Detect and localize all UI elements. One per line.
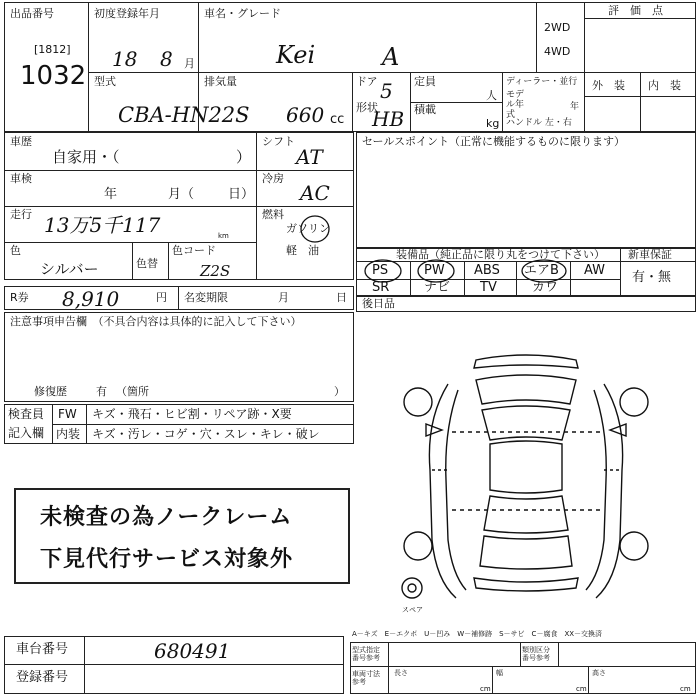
- inspector-label-2: 記入欄: [8, 426, 45, 440]
- fuel-light-oil: 軽 油: [286, 244, 319, 257]
- width-label: 幅: [496, 669, 503, 677]
- divider: [558, 642, 559, 666]
- fw-items: キズ・飛石・ヒビ割・リペア跡・X要: [92, 407, 292, 421]
- first-reg-year: 18: [112, 47, 138, 71]
- name-change-label: 名変期限: [184, 291, 228, 304]
- displacement-label: 排気量: [204, 75, 237, 88]
- eval-label: 評 価 点: [608, 4, 663, 17]
- lot-label: 出品番号: [10, 7, 54, 20]
- shape-label: 形状: [356, 101, 378, 114]
- int-label: 内装: [56, 427, 81, 441]
- history-close: ）: [236, 148, 252, 166]
- top-header-block: [4, 2, 696, 132]
- ac-value: AC: [300, 181, 330, 205]
- drive-4wd: 4WD: [544, 45, 571, 58]
- front-bumper: [474, 355, 578, 368]
- equip-abs: ABS: [474, 263, 500, 278]
- history-value: 自家用・（: [52, 148, 120, 166]
- equip-leather: カワ: [532, 280, 559, 295]
- fw-label: FW: [58, 407, 77, 421]
- model-year-unit: 年: [570, 102, 580, 112]
- car-diagram: [356, 340, 696, 610]
- divider: [88, 72, 584, 73]
- right-side-panel-inner: [586, 390, 606, 590]
- recycle-label: R券: [10, 291, 29, 304]
- load-label: 積載: [414, 103, 436, 116]
- repaint-label: 色替: [136, 257, 158, 270]
- model-year-label: モデル年式: [506, 90, 525, 120]
- sales-point-block: [356, 132, 696, 248]
- history-label: 車歴: [10, 135, 32, 148]
- divider: [584, 96, 696, 97]
- drive-2wd: 2WD: [544, 21, 571, 34]
- recycle-unit: 円: [156, 291, 167, 304]
- rear-bumper: [474, 578, 578, 591]
- equip-tv: TV: [480, 280, 497, 295]
- color-label: 色: [10, 244, 21, 257]
- handle-label: ハンドル 左・右: [506, 118, 572, 128]
- divider: [88, 2, 89, 132]
- height-label: 高さ: [592, 669, 606, 677]
- hatch: [480, 536, 572, 569]
- fuel-label: 燃料: [262, 208, 284, 221]
- spare-tire: [402, 578, 422, 598]
- shaken-year: 年: [104, 187, 118, 202]
- model-value: CBA-HN22S: [118, 103, 250, 127]
- divider: [520, 642, 521, 666]
- width-unit: cm: [576, 685, 587, 693]
- int-items: キズ・汚レ・コゲ・穴・スレ・キレ・破レ: [92, 427, 320, 441]
- car-name-label: 車名・グレード: [204, 7, 281, 20]
- length-unit: cm: [480, 685, 491, 693]
- equip-ps: PS: [372, 263, 389, 278]
- exterior-label: 外 装: [592, 79, 625, 92]
- name-change-day: 日: [336, 291, 347, 304]
- windshield: [482, 406, 570, 440]
- divider: [4, 664, 344, 665]
- notes-label: 注意事項申告欄 （不具合内容は具体的に記入して下さい）: [10, 315, 302, 328]
- left-side-panel-inner: [446, 390, 466, 590]
- mirror-right: [610, 424, 626, 436]
- capacity-unit: 人: [486, 89, 497, 102]
- sales-point-label: セールスポイント（正常に機能するものに限ります）: [362, 135, 626, 148]
- divider: [640, 72, 641, 132]
- fuel-gasoline: ガソリン: [286, 222, 330, 235]
- right-side-panel: [596, 384, 623, 598]
- divider: [132, 242, 133, 280]
- class-label: 類別区分番号参考: [522, 646, 550, 662]
- divider: [352, 72, 353, 132]
- ac-label: 冷房: [262, 172, 284, 185]
- interior-label: 内 装: [648, 79, 681, 92]
- divider: [350, 666, 696, 667]
- repair-has: 有: [96, 385, 107, 398]
- displacement-unit: cc: [330, 112, 345, 127]
- rear-window: [484, 496, 568, 533]
- first-reg-label: 初度登録年月: [94, 7, 160, 20]
- equip-airbag: エアB: [524, 263, 559, 278]
- color-code-value: Z2S: [200, 262, 231, 280]
- repair-label: 修復歴: [34, 385, 67, 398]
- mirror-left: [426, 424, 442, 436]
- color-code-label: 色コード: [172, 244, 216, 257]
- repair-area: （箇所: [116, 385, 149, 398]
- shaken-day: 日）: [228, 187, 255, 202]
- lot-number: 1032: [20, 61, 87, 91]
- mileage-unit: km: [218, 232, 229, 240]
- gasoline-circle-mark: [300, 214, 330, 244]
- divider: [178, 286, 179, 310]
- displacement-value: 660: [286, 103, 325, 127]
- shift-label: シフト: [262, 135, 295, 148]
- divider: [588, 666, 589, 694]
- divider: [492, 666, 493, 694]
- dims-label: 車両寸法参考: [352, 670, 380, 686]
- spare-label: スペア: [402, 606, 423, 614]
- model-label: 型式: [94, 75, 116, 88]
- new-car-warranty-value: 有・無: [632, 270, 672, 285]
- hood: [476, 375, 576, 404]
- wheel-front-left: [404, 388, 432, 416]
- grade-value: A: [382, 43, 400, 71]
- divider: [620, 248, 621, 296]
- after-date-label: 後日品: [362, 297, 395, 310]
- load-unit: kg: [486, 117, 500, 130]
- roof: [490, 441, 562, 493]
- name-change-month: 月: [278, 291, 289, 304]
- divider: [536, 2, 537, 72]
- model-spec-label: 型式指定番号参考: [352, 646, 380, 662]
- divider: [4, 170, 354, 171]
- legend-text: A－キズ E－エクボ U－凹み W－補修跡 S－サビ C－腐食 XX－交換済: [352, 630, 603, 638]
- mileage-label: 走行: [10, 208, 32, 221]
- color-value: シルバー: [40, 260, 99, 278]
- recycle-row: [4, 286, 354, 310]
- chassis-value: 680491: [154, 639, 231, 663]
- reg-label: 登録番号: [16, 670, 69, 685]
- shaken-label: 車検: [10, 172, 32, 185]
- shift-value: AT: [296, 145, 323, 169]
- new-car-warranty-label: 新車保証: [628, 248, 672, 261]
- mileage-value: 13万5千117: [44, 213, 161, 237]
- dealer-label: ディーラー・並行: [506, 77, 578, 87]
- equip-pw: PW: [424, 263, 445, 278]
- divider: [388, 642, 389, 694]
- equip-navi: ナビ: [424, 280, 451, 295]
- divider: [168, 242, 169, 280]
- divider: [502, 72, 503, 132]
- divider: [584, 2, 585, 132]
- chassis-label: 車台番号: [16, 642, 69, 657]
- repair-close: ）: [334, 385, 345, 398]
- height-unit: cm: [680, 685, 691, 693]
- equip-sr: SR: [372, 280, 390, 295]
- wheel-rear-left: [404, 532, 432, 560]
- wheel-front-right: [620, 388, 648, 416]
- notice-line-1: 未検査の為ノークレーム: [40, 505, 293, 530]
- divider: [84, 636, 85, 694]
- lot-code: [1812]: [34, 43, 71, 56]
- shape-value: HB: [372, 107, 405, 131]
- notice-line-2: 下見代行サービス対象外: [40, 547, 294, 572]
- divider: [52, 424, 354, 425]
- left-side-panel: [429, 384, 456, 598]
- divider: [584, 18, 696, 19]
- equip-aw: AW: [584, 263, 606, 278]
- divider: [4, 206, 354, 207]
- capacity-label: 定員: [414, 75, 436, 88]
- doors-value: 5: [380, 79, 393, 103]
- equipment-label: 装備品（純正品に限り丸をつけて下さい）: [396, 248, 605, 261]
- recycle-value: 8,910: [62, 287, 120, 311]
- doors-label: ドア: [356, 75, 378, 88]
- wheel-rear-right: [620, 532, 648, 560]
- equipment-circle-marks: [356, 258, 596, 288]
- shaken-month: 月（: [168, 187, 195, 202]
- first-reg-month-unit: 月: [184, 57, 195, 70]
- first-reg-month: 8: [160, 47, 173, 71]
- length-label: 長さ: [394, 669, 408, 677]
- divider: [4, 242, 256, 243]
- inspector-label-1: 検査員: [8, 407, 45, 421]
- car-name-value: Kei: [276, 41, 316, 69]
- after-date-block: [356, 296, 696, 312]
